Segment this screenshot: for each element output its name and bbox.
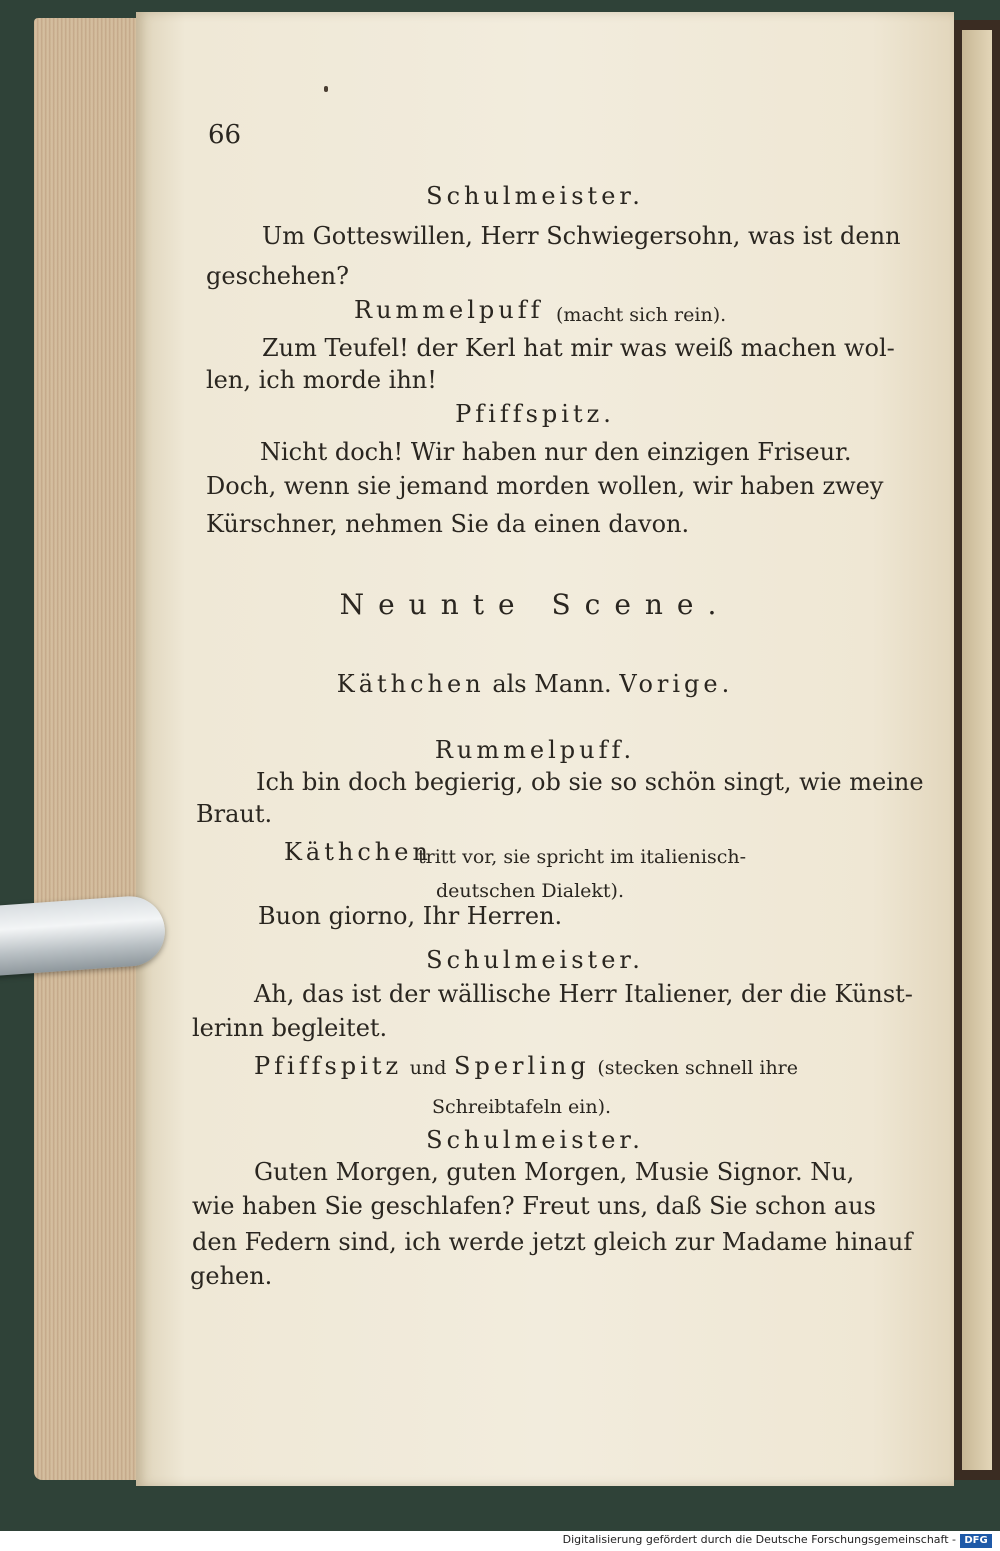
page-holder-clip bbox=[0, 894, 167, 976]
page-number: 66 bbox=[208, 120, 242, 150]
scene-heading: Neunte Scene. bbox=[339, 588, 731, 621]
stage-direction: (stecken schnell ihre bbox=[597, 1057, 799, 1079]
cast-name: Vorige. bbox=[619, 670, 734, 698]
text-line: gehen. bbox=[190, 1262, 273, 1290]
text-line: Buon giorno, Ihr Herren. bbox=[258, 902, 563, 930]
speaker-label: Sperling bbox=[454, 1052, 590, 1080]
text-line: geschehen? bbox=[206, 262, 349, 290]
stage-direction: tritt vor, sie spricht im italienisch- bbox=[418, 846, 747, 868]
speaker-label: Rummelpuff bbox=[354, 296, 544, 324]
text-line: den Federn sind, ich werde jetzt gleich zur Madame hinauf bbox=[192, 1228, 913, 1256]
funding-credit: Digitalisierung gefördert durch die Deutsche Forschungsgemeinschaft - bbox=[562, 1533, 956, 1546]
facing-page-edge bbox=[962, 30, 992, 1470]
speaker-label: Rummelpuff. bbox=[434, 736, 636, 764]
speaker-label: Pfiffspitz. bbox=[455, 400, 615, 428]
text-line: Doch, wenn sie jemand morden wollen, wir haben zwey bbox=[206, 472, 884, 500]
speaker-label: Käthchen bbox=[284, 838, 432, 866]
text-line: Zum Teufel! der Kerl hat mir was weiß machen wol- bbox=[262, 334, 895, 362]
speaker-label: Schulmeister. bbox=[426, 1126, 644, 1154]
text-line: Ah, das ist der wällische Herr Italiener, der die Künst- bbox=[254, 980, 913, 1008]
speaker-label: Schulmeister. bbox=[426, 946, 644, 974]
conjunction: und bbox=[409, 1057, 447, 1079]
text-line: wie haben Sie geschlafen? Freut uns, daß Sie schon aus bbox=[192, 1192, 876, 1220]
text-line: Um Gotteswillen, Herr Schwiegersohn, was ist denn bbox=[262, 222, 901, 250]
speaker-label: Pfiffspitz bbox=[254, 1052, 403, 1080]
cast-note: als Mann. bbox=[492, 670, 612, 698]
dfg-logo: DFG bbox=[960, 1534, 992, 1548]
speaker-label: Schulmeister. bbox=[426, 182, 644, 210]
text-line: lerinn begleitet. bbox=[192, 1014, 388, 1042]
ink-speck bbox=[324, 86, 328, 92]
text-line: Ich bin doch begierig, ob sie so schön singt, wie meine bbox=[256, 768, 924, 796]
stage-direction: Schreibtafeln ein). bbox=[432, 1096, 612, 1118]
cast-name: Käthchen bbox=[336, 670, 485, 698]
stage-direction: deutschen Dialekt). bbox=[436, 880, 624, 902]
text-line: len, ich morde ihn! bbox=[206, 366, 437, 394]
text-line: Nicht doch! Wir haben nur den einzigen Friseur. bbox=[260, 438, 852, 466]
text-line: Braut. bbox=[196, 800, 273, 828]
speaker-line bbox=[254, 1052, 798, 1080]
text-line: Kürschner, nehmen Sie da einen davon. bbox=[206, 510, 690, 538]
stage-direction: (macht sich rein). bbox=[556, 304, 727, 326]
text-line: Guten Morgen, guten Morgen, Musie Signor. Nu, bbox=[254, 1158, 855, 1186]
cast-line bbox=[190, 670, 880, 698]
